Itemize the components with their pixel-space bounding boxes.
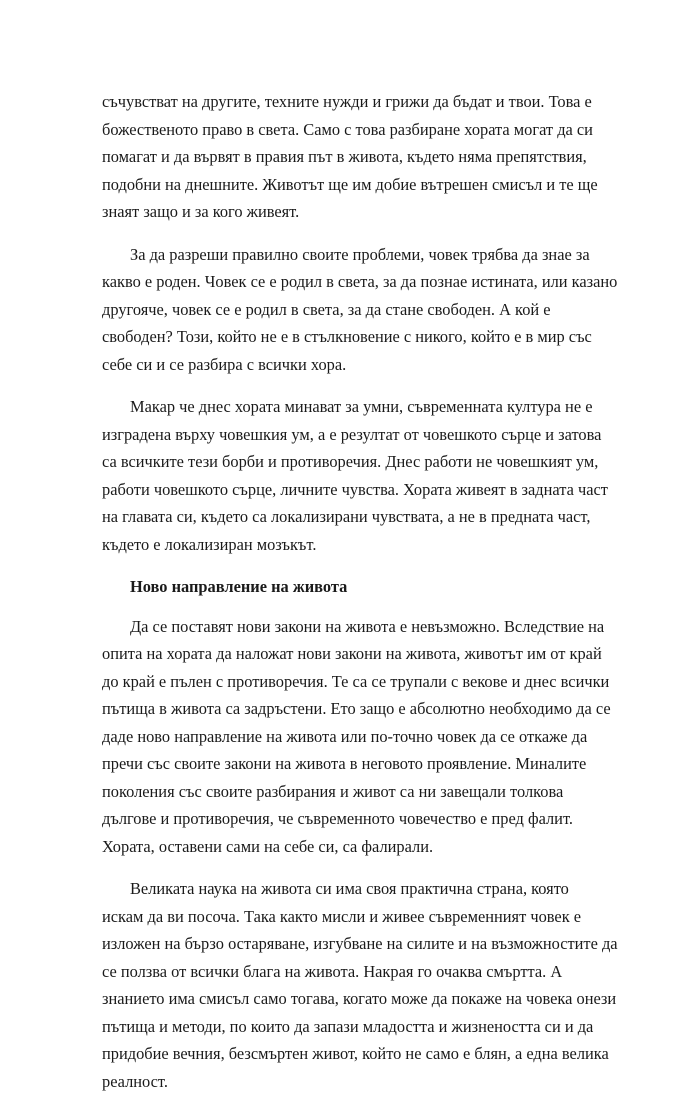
section-heading: Ново направление на живота: [130, 577, 348, 596]
text-line: опита на хората да наложат нови закони на живота, животът им от край: [102, 644, 602, 663]
text-line: Великата наука на живота си има своя практична страна, която: [130, 879, 569, 898]
text-line: Да се поставят нови закони на живота е невъзможно. Вследствие на: [130, 616, 605, 636]
text-line: са всичките тези борби и противоречия. Днес работи не човешкият ум,: [102, 452, 599, 471]
text-line: помагат и да вървят в правия път в живота, където няма препятствия,: [102, 147, 587, 166]
text-line: божественото право в света. Само с това разбиране хората могат да си: [102, 119, 593, 139]
text-line: себе си и се разбира с всички хора.: [102, 354, 347, 374]
text-line: Хората, оставени сами на себе си, са фалирали.: [102, 836, 434, 856]
text-line: дългове и противоречия, че съвременното човечество е пред фалит.: [102, 809, 573, 828]
text-line: реалност.: [102, 1071, 168, 1091]
text-line: искам да ви посоча. Така както мисли и живее съвременният човек е: [102, 906, 582, 926]
text-line: подобни на днешните. Животът ще им добие вътрешен смисъл и те ще: [102, 174, 598, 194]
text-line: пътища в живота са задръстени. Ето защо е абсолютно необходимо да се: [102, 699, 611, 718]
paragraph-1: [102, 88, 600, 226]
text-line: поколения със своите разбирания и живот са ни завещали толкова: [102, 781, 564, 801]
text-line: знаят защо и за кого живеят.: [102, 202, 300, 221]
text-line: се ползва от всички блага на живота. Накрая го очаква смъртта. А: [102, 961, 563, 981]
text-line: свободен? Този, който не е в стълкновение с никого, който е в мир със: [102, 327, 592, 346]
text-line: изградена върху човешкия ум, а е резултат от човешкото сърце и затова: [102, 424, 602, 444]
paragraph-3: [102, 393, 608, 558]
text-line: какво е роден. Човек се е родил в света, за да познае истината, или казано: [102, 272, 618, 291]
paragraph-4: [102, 613, 611, 861]
text-line: където е локализиран мозъкът.: [102, 534, 317, 554]
text-line: на главата си, където са локализирани чувствата, а не в предната част,: [102, 507, 591, 526]
text-line: до край е пълен с противоречия. Те са се трупали с векове и днес всички: [102, 671, 610, 691]
text-line: пречи със своите закони на живота в неговото проявление. Миналите: [102, 754, 587, 773]
text-line: придобие вечния, безсмъртен живот, който не само е блян, а една велика: [102, 1044, 609, 1063]
paragraph-2: [102, 241, 618, 379]
document-body: [102, 88, 618, 1110]
paragraph-5: [102, 875, 618, 1095]
text-line: знанието има смисъл само тогава, когато може да покаже на човека онези: [102, 989, 617, 1008]
text-line: Макар че днес хората минават за умни, съвременната култура не е: [130, 397, 593, 416]
text-line: съчувстват на другите, техните нужди и грижи да бъдат и твои. Това е: [102, 92, 592, 111]
text-line: изложен на бързо остаряване, изгубване на силите и на възможностите да: [102, 934, 618, 953]
text-line: За да разреши правилно своите проблеми, човек трябва да знае за: [130, 244, 590, 264]
text-line: даде ново направление на живота или по-точно човек да се откаже да: [102, 726, 588, 746]
text-line: пътища и методи, по които да запази младостта и жизнеността си и да: [102, 1016, 594, 1036]
text-line: работи човешкото сърце, личните чувства. Хората живеят в задната част: [102, 479, 608, 499]
text-line: другояче, човек се е родил в света, за да стане свободен. А кой е: [102, 299, 551, 319]
